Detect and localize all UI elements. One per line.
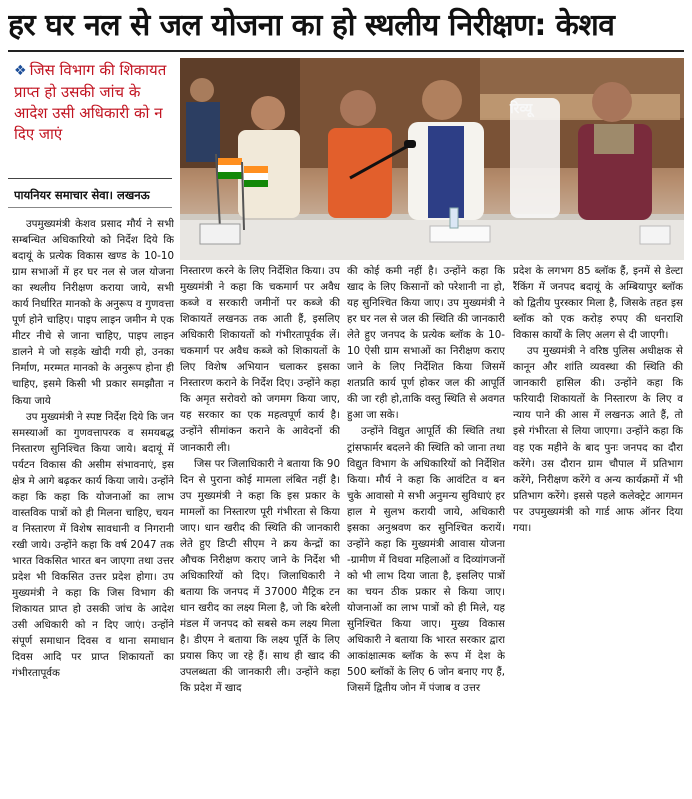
article-paragraph: उपमुख्यमंत्री केशव प्रसाद मौर्य ने सभी सम्बन्धित अधिकारियो को निर्देश दिये कि बदायूं के प्रत्येक विकास खण्ड के 10-10 ग्राम सभाओं में हर घर नल से जल योजना का स्थलीय निरीक्षण कराया जाये, सभी कार्य निर्धारित मानको के अनुरूप व गुणवत्ता पूर्ण होने चाहिए। पाइप लाइन जमीन मे एक मीटर नीचे से जाना चाहिए, पाइप लाइन डालने मे जो सड़के खोदी गयी हो, उनका निर्माण, मरम्मत मानको के अनुरूप होना ही चाहिए, इसमे किसी भी प्रकार समझौता न किया जाये <box>12 218 174 407</box>
article-column-2 <box>180 263 340 794</box>
article-column-4 <box>513 263 683 603</box>
flag-icon <box>218 158 242 165</box>
byline: पायनियर समाचार सेवा। लखनऊ <box>14 188 150 202</box>
article-paragraph: की कोई कमी नहीं है। उन्होंने कहा कि खाद के लिए किसानों को परेशानी ना हो, यह सुनिश्चित किया जाए। उप मुख्यमंत्री ने हर घर नल से जल की स्थिति की जानकारी लेते हुए जनपद के प्रत्येक ब्लॉक के 10-10 ऐसी ग्राम सभाओं का निरीक्षण कराए जाने के लिए निर्देशित किया जिसमें शतप्रति कार्य पूर्ण होकर जल की आपूर्ति की जा रही हो,ताकि वस्तु स्थिति से अवगत हुआ जा सके। <box>347 265 505 422</box>
headline-rule <box>8 50 684 52</box>
person-head <box>592 82 632 122</box>
person-head <box>340 90 376 126</box>
meeting-photo-illustration <box>180 58 684 260</box>
byline-rule <box>8 207 172 208</box>
person-head <box>422 80 462 120</box>
article-paragraph: निस्तारण करने के लिए निर्देशित किया। उप मुख्यमंत्री ने कहा कि चकमार्ग पर अवैध कब्जे व सरकारी जमीनों पर कब्जे की शिकायतें लखनऊ तक आती हैं, इसलिए अधिकारी शिकायतों को गंभीरतापूर्वक लें। चकमार्ग पर अवैध कब्जे को शिकायतों के लिए विशेष अभियान चलाकर इसका निस्तारण कराने के निर्देश दिए। उन्होंने कहा कि अमृत सरोवरो को जगमग किया जाए, यह सरकार का एक महत्वपूर्ण कार्य है। उन्होंने सीमांकन कराने के आवेदनों की जानकारी ली। <box>180 265 340 454</box>
article-paragraph: उप मुख्यमंत्री ने स्पष्ट निर्देश दिये कि जन समस्याओं का गुणवत्तापरक व समयबद्ध निस्तारण सुनिश्चित किया जाये। बदायूं में पर्यटन विकास की असीम संभावनाएं, इस क्षेत्र मे आगे बढ़कर कार्य किया जाये। उन्होंने कहा कि कहा कि योजनाओं का लाभ वास्तविक पात्रों को ही मिलना चाहिए, चयन व निस्तारण में विशेष सावधानी व निगरानी रखी जाये। उन्होंने कहा कि वर्ष 2047 तक भारत विकसित भारत बन जाएगा तथा उत्तर प्रदेश भी विकसित उत्तर प्रदेश होगा। उप मुख्यमंत्री ने कहा कि जिस विभाग की शिकायत प्राप्त हो उसकी जांच के आदेश उसी अधिकारी को न दिए जाएं। उन्होंने संपूर्ण समाधान दिवस व थाना समाधान दिवस आदि पर प्राप्त शिकायतों का गंभीरतापूर्वक <box>12 410 174 680</box>
pull-quote-text: जिस विभाग की शिकायत प्राप्त हो उसकी जांच के आदेश उसी अधिकारी को न दिए जाएं <box>14 61 167 143</box>
pull-quote <box>14 60 174 175</box>
article-column-3 <box>347 263 505 794</box>
pull-quote-rule <box>8 178 172 179</box>
article-paragraph: जिस पर जिलाधिकारी ने बताया कि 90 दिन से पुराना कोई मामला लंबित नहीं है। उप मुख्यमंत्री ने कहा कि इस प्रकार के मामलों का निस्तारण पूरी गंभीरता से किया जाए। धान खरीद की स्थिति की जानकारी लेते हुए डिप्टी सीएम ने क्रय केन्द्रों का औचक निरीक्षण कराए जाने के निर्देश भी अधिकारियों को दिए। जिलाधिकारी ने बताया कि जनपद में 37000 मैट्रिक टन धान खरीद का लक्ष्य मिला है, जो कि बरेली मंडल में जनपद को सबसे कम लक्ष्य मिला है। डीएम ने बताया कि लक्ष्य पूर्ति के लिए प्रयास किए जा रहे हैं। साथ ही खाद की उपलब्धता की जानकारी ली। उन्होंने कहा कि प्रदेश में खाद <box>180 457 340 695</box>
article-paragraph: उप मुख्यमंत्री ने वरिष्ठ पुलिस अधीक्षक से कानून और शांति व्यवस्था की स्थिति की जानकारी हासिल की। उन्होंने कहा कि फरियादी शिकायतों के निस्तारण के लिए व न्याय पाने की आस में लखनऊ आते हैं, तो इसे गंभीरता से लिया जाएगा। उन्होंने कहा कि वह एक महीने के बाद पुनः जनपद का दौरा करेंगे। उस दौरान ग्राम चौपाल में प्रतिभाग करेंगे, निरीक्षण करेंगे व अन्य कार्यक्रमों में भी प्रतिभाग करेंगे। इससे पहले कलेक्ट्रेट आगमन पर उपमुख्यमंत्री को गार्ड आफ ऑनर दिया गया। <box>513 345 683 534</box>
article-paragraph: प्रदेश के लगभग 85 ब्लॉक हैं, इनमें से डेल्टा रैंकिंग में जनपद बदायूं के अम्बियापुर ब्लॉक को द्वितीय पुरस्कार मिला है, जिसके तहत इस ब्लॉक को एक करोड़ रुपए की धनराशि विकास कार्यों के लिए अलग से दी जाएगी। <box>513 265 683 342</box>
article-column-1 <box>12 216 174 794</box>
diamond-bullet-icon: ❖ <box>14 63 27 79</box>
headline: हर घर नल से जल योजना का हो स्थलीय निरीक्षण: केशव <box>8 8 615 43</box>
news-photo <box>180 58 684 260</box>
article-paragraph: उन्होंने विद्युत आपूर्ति की स्थिति तथा ट्रांसफार्मर बदलने की स्थिति को जाना तथा विद्युत विभाग के अधिकारियों को निर्देशित किया। मौर्य ने कहा कि आवंटित व बन चुके आवासो मे सभी अनुमन्य सुविधाएं हर हाल मे सुलभ करायी जाये, अधिकारी इसका अनुश्रवण कर सुनिश्चित करायें। उन्होंने कहा कि मुख्यमंत्री आवास योजना -ग्रामीण में विधवा महिलाओं व दिव्यांगजनों को भी लाभ दिया जाता है, इसलिए पात्रों का चयन ठीक प्रकार से किया जाए। योजनाओं का लाभ पात्रों को ही मिले, यह सुनिश्चित किया जाए। मुख्य विकास अधिकारी ने बताया कि भारत सरकार द्वारा आकांक्षात्मक ब्लॉक के रूप में देश के 500 ब्लॉकों के लिए 6 जोन बनाए गए हैं, जिसमें द्वितीय जोन में पंजाब व उत्तर <box>347 425 505 695</box>
person-head <box>251 96 285 130</box>
